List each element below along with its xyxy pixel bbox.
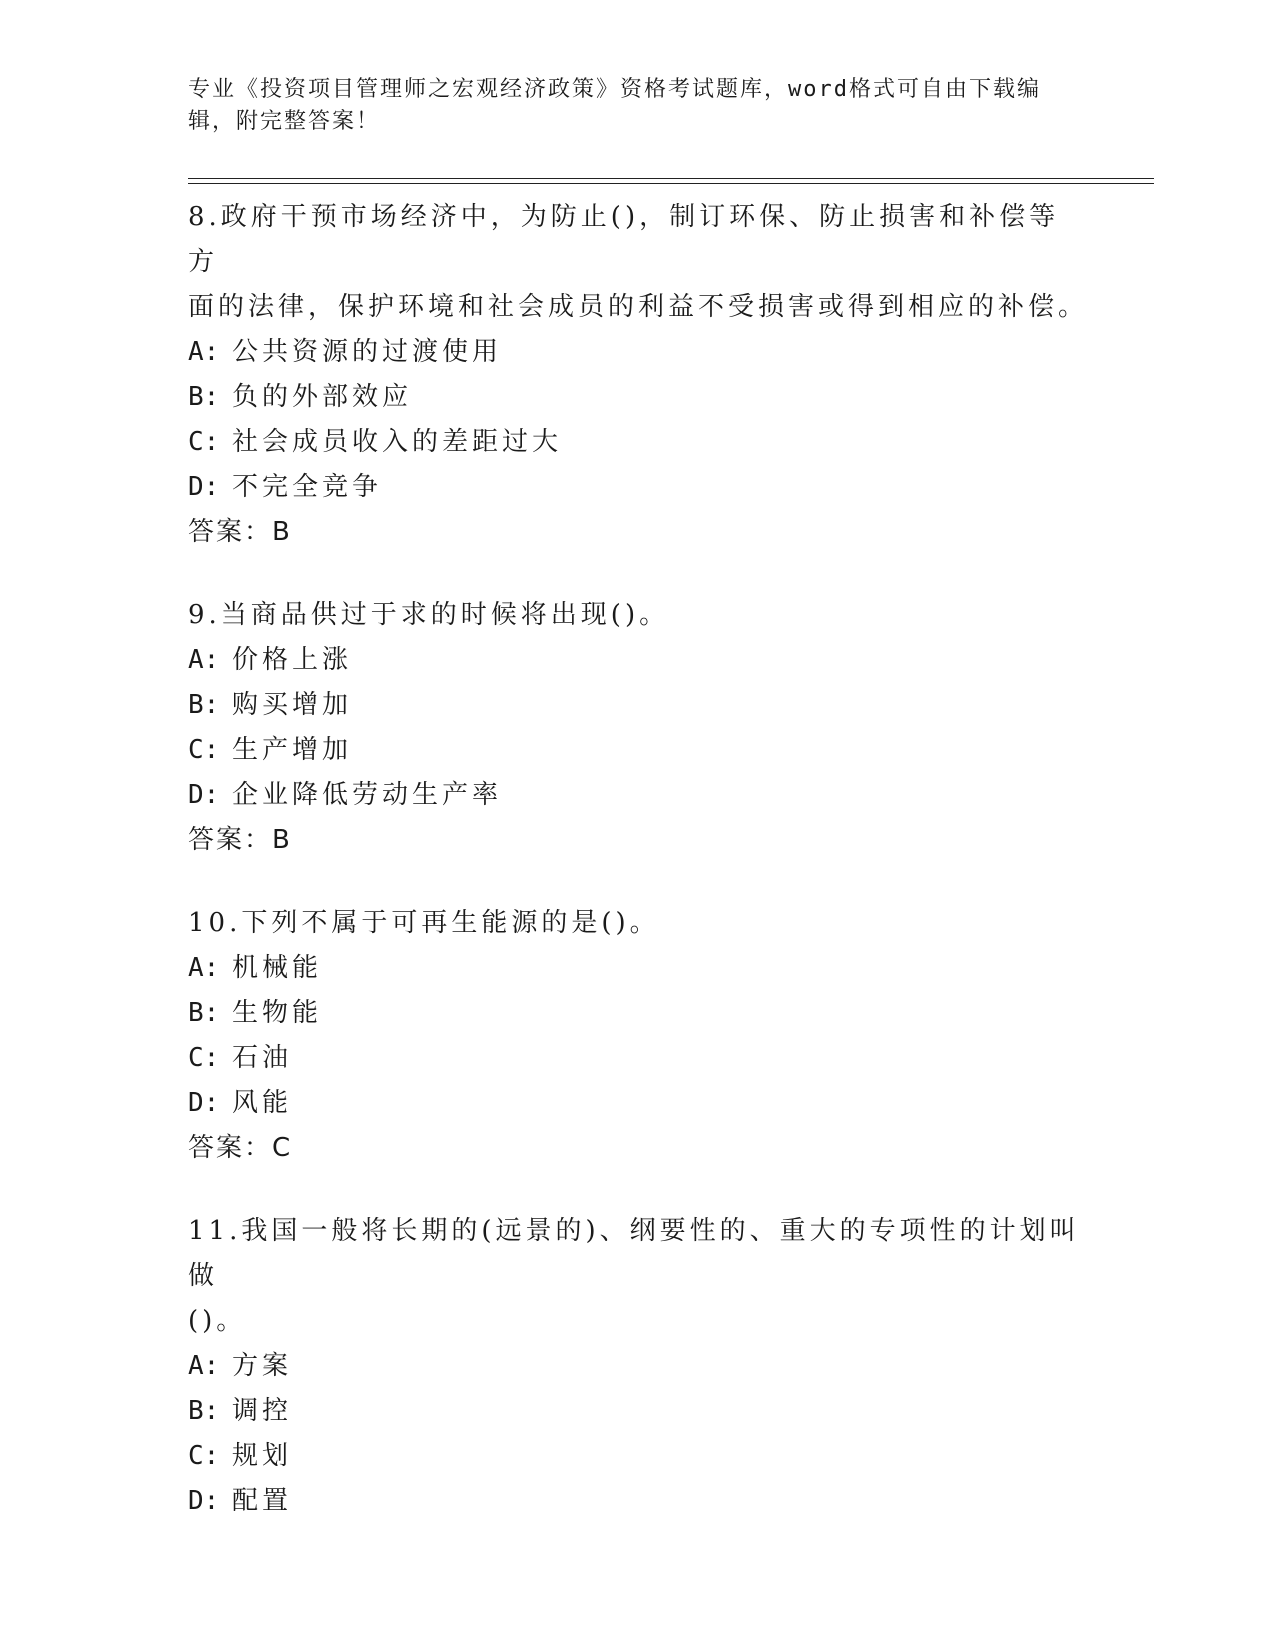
option-text: 石油 bbox=[232, 1043, 293, 1073]
option-text: 机械能 bbox=[232, 953, 323, 983]
question-10 bbox=[188, 901, 1088, 1171]
header-divider-bottom bbox=[188, 183, 1154, 184]
option-c bbox=[188, 1036, 1088, 1081]
option-text: 生物能 bbox=[232, 998, 323, 1028]
option-b bbox=[188, 991, 1088, 1036]
option-text: 价格上涨 bbox=[232, 645, 353, 675]
document-header bbox=[188, 74, 1088, 138]
option-letter: C: bbox=[188, 1043, 220, 1073]
option-text: 社会成员收入的差距过大 bbox=[232, 427, 563, 457]
option-text: 规划 bbox=[232, 1441, 293, 1471]
question-stem-line: 面的法律，保护环境和社会成员的利益不受损害或得到相应的补偿。 bbox=[188, 292, 1089, 322]
option-letter: A: bbox=[188, 337, 220, 367]
question-stem bbox=[188, 195, 1088, 330]
question-stem bbox=[188, 901, 1088, 946]
option-a bbox=[188, 638, 1088, 683]
option-a bbox=[188, 1344, 1088, 1389]
option-text: 方案 bbox=[232, 1351, 293, 1381]
option-letter: C: bbox=[188, 1441, 220, 1471]
option-d bbox=[188, 465, 1088, 510]
answer-line: 答案：B bbox=[188, 517, 292, 547]
option-letter: A: bbox=[188, 645, 220, 675]
option-c bbox=[188, 1434, 1088, 1479]
option-d bbox=[188, 773, 1088, 818]
option-a bbox=[188, 330, 1088, 375]
header-divider-top bbox=[188, 178, 1154, 179]
option-text: 风能 bbox=[232, 1088, 293, 1118]
option-c bbox=[188, 728, 1088, 773]
answer-line: 答案：B bbox=[188, 825, 292, 855]
question-stem-line: 9.当商品供过于求的时候将出现()。 bbox=[188, 600, 670, 630]
option-text: 负的外部效应 bbox=[232, 382, 413, 412]
option-text: 配置 bbox=[232, 1486, 293, 1516]
option-b bbox=[188, 683, 1088, 728]
option-letter: D: bbox=[188, 1088, 220, 1118]
option-letter: C: bbox=[188, 427, 220, 457]
option-d bbox=[188, 1479, 1088, 1524]
option-letter: B: bbox=[188, 998, 220, 1028]
option-letter: A: bbox=[188, 953, 220, 983]
option-letter: A: bbox=[188, 1351, 220, 1381]
option-letter: B: bbox=[188, 382, 220, 412]
option-text: 生产增加 bbox=[232, 735, 353, 765]
option-text: 不完全竞争 bbox=[232, 472, 383, 502]
question-stem-line: 11.我国一般将长期的(远景的)、纲要性的、重大的专项性的计划叫做 bbox=[188, 1216, 1080, 1291]
option-text: 调控 bbox=[232, 1396, 293, 1426]
question-8 bbox=[188, 195, 1088, 555]
option-c bbox=[188, 420, 1088, 465]
option-a bbox=[188, 946, 1088, 991]
question-stem-line: 10.下列不属于可再生能源的是()。 bbox=[188, 908, 660, 938]
header-line-1: 专业《投资项目管理师之宏观经济政策》资格考试题库，word格式可自由下载编 bbox=[188, 77, 1041, 102]
header-line-2: 辑，附完整答案！ bbox=[188, 109, 381, 134]
option-letter: B: bbox=[188, 690, 220, 720]
question-stem bbox=[188, 1209, 1088, 1344]
question-stem-line: ()。 bbox=[188, 1306, 247, 1336]
question-stem bbox=[188, 593, 1088, 638]
question-11 bbox=[188, 1209, 1088, 1524]
option-letter: D: bbox=[188, 472, 220, 502]
option-text: 公共资源的过渡使用 bbox=[232, 337, 503, 367]
option-text: 企业降低劳动生产率 bbox=[232, 780, 503, 810]
option-letter: D: bbox=[188, 780, 220, 810]
question-list bbox=[188, 195, 1088, 1562]
option-letter: B: bbox=[188, 1396, 220, 1426]
question-stem-line: 8.政府干预市场经济中，为防止()，制订环保、防止损害和补偿等方 bbox=[188, 202, 1060, 277]
option-text: 购买增加 bbox=[232, 690, 353, 720]
option-letter: C: bbox=[188, 735, 220, 765]
question-9 bbox=[188, 593, 1088, 863]
option-d bbox=[188, 1081, 1088, 1126]
option-b bbox=[188, 375, 1088, 420]
option-b bbox=[188, 1389, 1088, 1434]
option-letter: D: bbox=[188, 1486, 220, 1516]
answer-line: 答案：C bbox=[188, 1133, 293, 1163]
